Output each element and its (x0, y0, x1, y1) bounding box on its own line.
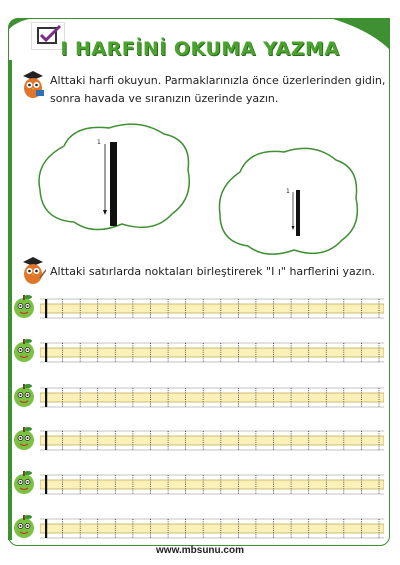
practice-row (40, 296, 384, 322)
big-letter-step-number: 1 (97, 139, 101, 146)
owl-pointer-icon (20, 256, 46, 286)
section1-instruction (50, 72, 385, 108)
owl-teacher-icon (20, 70, 46, 100)
footer-website: www.mbsunu.com (156, 545, 244, 556)
apple-glasses-icon (11, 293, 37, 319)
small-letter-step-number: 1 (286, 188, 290, 195)
apple-3d-glasses-icon (11, 382, 37, 408)
apple-headphones-icon (11, 469, 37, 495)
apple-green-icon (11, 513, 37, 539)
big-letter-i (100, 140, 126, 228)
page-title: I HARFİNİ OKUMA YAZMA (60, 38, 340, 60)
practice-row (40, 385, 384, 411)
section2-instruction: Alttaki satırlarda noktaları birleştirerek "I ı" harflerini yazın. (50, 265, 376, 278)
practice-row (40, 340, 384, 366)
practice-row (40, 428, 384, 454)
section1-instruction-line1: Alttaki harfi okuyun. Parmaklarınızla önce üzerlerinden gidin, (50, 74, 386, 87)
practice-row (40, 472, 384, 498)
apple-sunglasses-icon (11, 337, 37, 363)
small-letter-i (290, 188, 306, 238)
small-letter-cloud (214, 142, 362, 262)
section1-instruction-line2: sonra havada ve sıranızın üzerinde yazın. (50, 92, 279, 105)
apple-smile-icon (11, 425, 37, 451)
practice-row (40, 516, 384, 542)
